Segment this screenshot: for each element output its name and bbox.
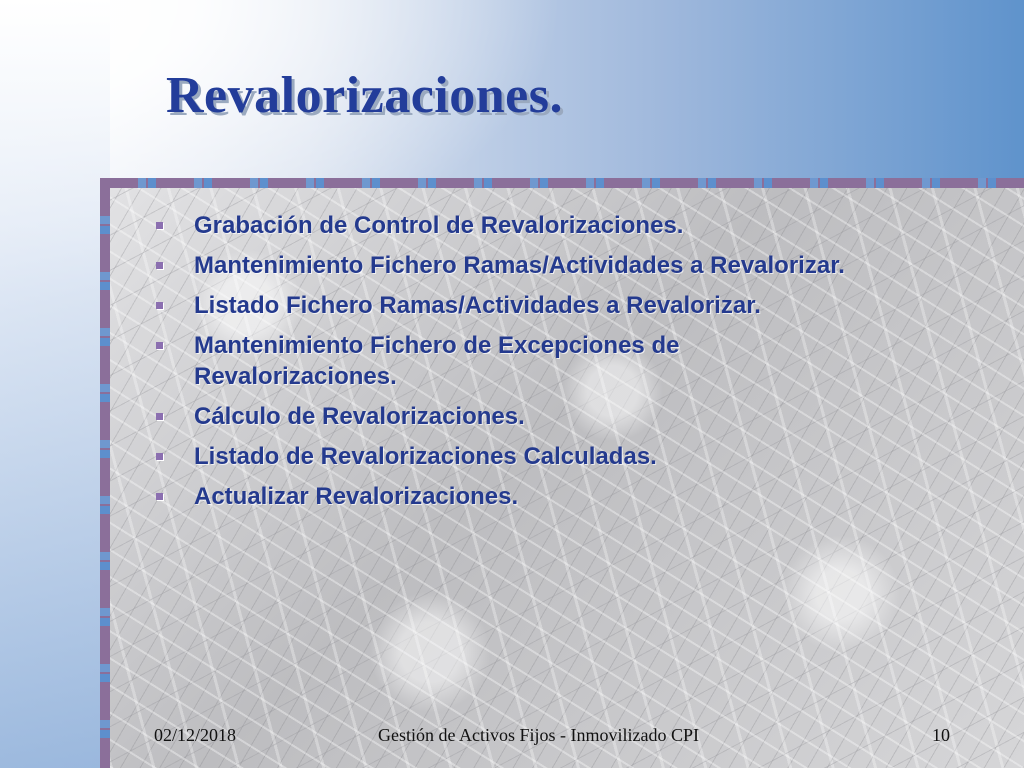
bullet-text: Mantenimiento Fichero Ramas/Actividades a Revalorizar. [194, 252, 845, 279]
bullet-text: Listado de Revalorizaciones Calculadas. [194, 443, 657, 470]
bullet-list [154, 210, 854, 521]
footer-title: Gestión de Activos Fijos - Inmovilizado CPI [378, 725, 699, 745]
slide-title: Revalorizaciones. [166, 67, 563, 124]
square-bullet-icon [156, 453, 163, 460]
bullet-text: Listado Fichero Ramas/Actividades a Revalorizar. [194, 292, 761, 319]
square-bullet-icon [156, 302, 163, 309]
bullet-item [154, 330, 854, 392]
page-number: 10 [932, 725, 950, 745]
bullet-item [154, 290, 854, 321]
footer-date: 02/12/2018 [154, 725, 237, 745]
bullet-item [154, 250, 854, 281]
panel-frame-left [100, 178, 110, 768]
bullet-text: Grabación de Control de Revalorizaciones. [194, 212, 684, 239]
bullet-text: Mantenimiento Fichero de Excepciones de Revalorizaciones. [194, 332, 680, 390]
bullet-item [154, 210, 854, 241]
background-fade [0, 0, 110, 768]
bullet-text: Actualizar Revalorizaciones. [194, 483, 519, 510]
square-bullet-icon [156, 493, 163, 500]
panel-frame-top [100, 178, 1024, 188]
bullet-text: Cálculo de Revalorizaciones. [194, 403, 525, 430]
square-bullet-icon [156, 262, 163, 269]
square-bullet-icon [156, 413, 163, 420]
square-bullet-icon [156, 342, 163, 349]
bullet-item [154, 401, 854, 432]
bullet-item [154, 481, 854, 512]
bullet-item [154, 441, 854, 472]
square-bullet-icon [156, 222, 163, 229]
